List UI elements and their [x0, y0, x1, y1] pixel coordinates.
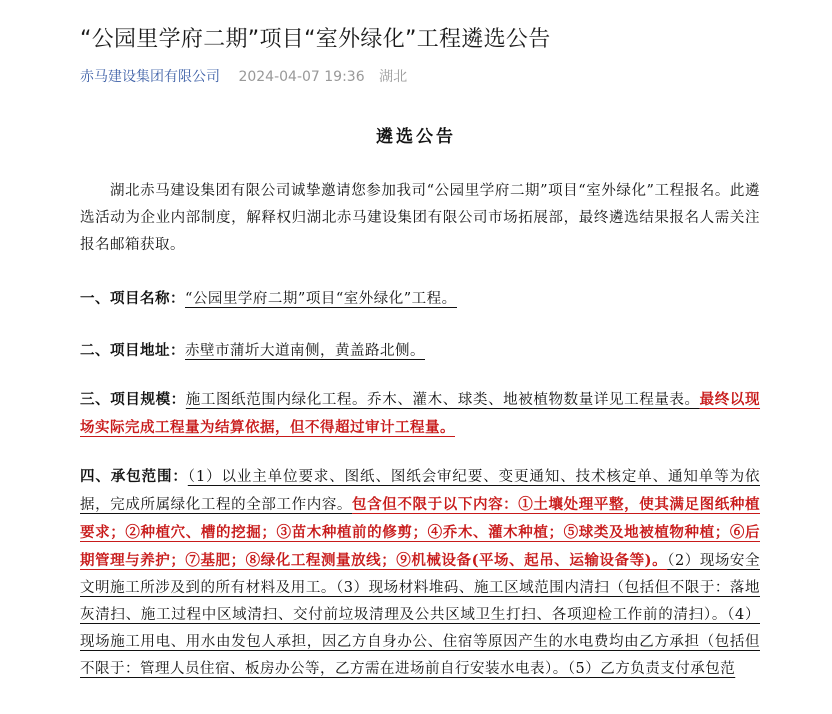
publish-date: 2024-04-07 19:36 [238, 69, 365, 85]
section-value: “公园里学府二期”项目“室外绿化”工程。 [185, 291, 457, 307]
section-label: 二、项目地址： [80, 342, 185, 359]
section-value-highlight: 最终以现场实际完成工程量为结算依据，但不得超过审计工程量。 [80, 391, 761, 436]
intro-paragraph: 湖北赤马建设集团有限公司诚挚邀请您参加我司“公园里学府二期”项目“室外绿化”工程报名。此遴选活动为企业内部制度，解释权归湖北赤马建设集团有限公司市场拓展部，最终遴选结果报名人需关注报名邮箱获取。 [80, 183, 760, 253]
section-value: 施工图纸范围内绿化工程。乔木、灌木、球类、地被植物数量详见工程量表。 [185, 392, 700, 408]
section-project-name [80, 285, 760, 313]
document-heading: 遴选公告 [376, 127, 456, 147]
publisher-link[interactable]: 赤马建设集团有限公司 [80, 69, 220, 85]
scope-highlight: 包含但不限于以下内容：①土壤处理平整，使其满足图纸种植要求；②种植穴、槽的挖掘；③苗木种植前的修剪；④乔木、灌木种植；⑤球类及地被植物种植；⑥后期管理与养护；⑦基肥；⑧绿化工程测量放线；⑨机械设备(平场、起吊、运输设备等)。 [80, 496, 760, 569]
scope-text-1: （1）以业主单位要求、图纸、图纸会审纪要、变更通知、技术核定单、通知单等为依据，完成所属绿化工程的全部工作内容。 [80, 469, 760, 513]
section-label: 四、承包范围： [80, 468, 188, 485]
section-project-address [80, 337, 760, 365]
section-value: 赤壁市蒲圻大道南侧，黄盖路北侧。 [185, 343, 425, 359]
article-meta [80, 66, 417, 86]
section-project-scale [80, 386, 760, 442]
article-title: “公园里学府二期”项目“室外绿化”工程遴选公告 [80, 27, 551, 52]
section-label: 一、项目名称： [80, 290, 185, 307]
section-label: 三、项目规模： [80, 391, 186, 408]
section-contract-scope [80, 463, 760, 683]
publish-location: 湖北 [379, 69, 408, 85]
scope-text-2: （2）现场安全文明施工所涉及到的所有材料及用工。（3）现场材料堆码、施工区域范围内清扫（包括但不限于：落地灰清扫、施工过程中区域清扫、交付前垃圾清理及公共区域卫生打扫、各项迎检工作前的清扫）。（4）现场施工用电、用水由发包人承担，因乙方自身办公、住宿等原因产生的水电费均由乙方承担（包括但不限于：管理人员住宿、板房办公等，乙方需在进场前自行安装水电表）。（5）乙方负责支付承包范 [80, 553, 760, 677]
